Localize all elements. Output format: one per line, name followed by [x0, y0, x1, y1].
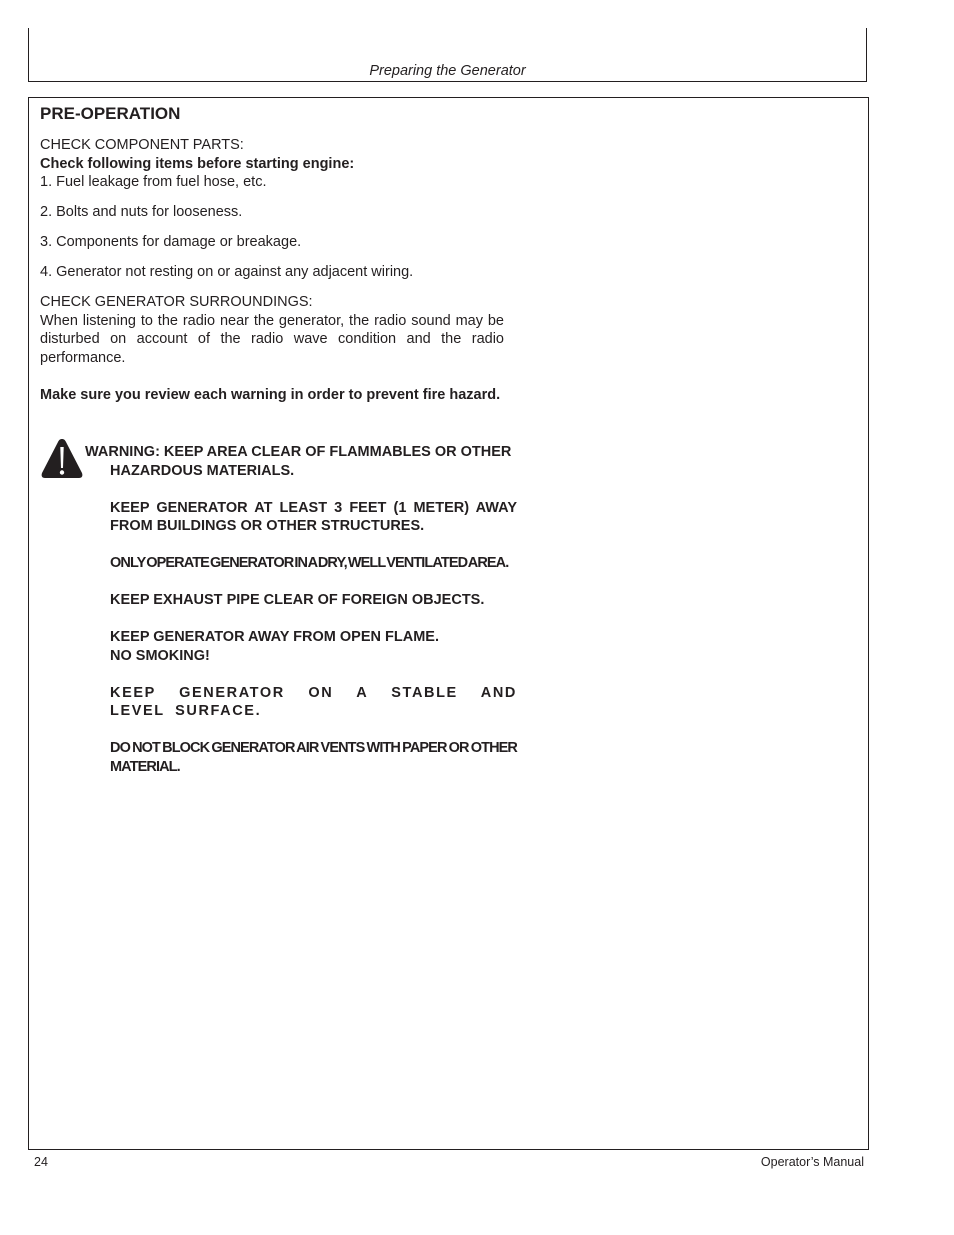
check-components-heading: CHECK COMPONENT PARTS:	[40, 137, 244, 153]
warning-line-2: KEEP GENERATOR AT LEAST 3 FEET (1 METER) AWAY FROM BUILDINGS OR OTHER STRUCTURES.	[110, 499, 517, 534]
warning-line-8: DO NOT BLOCK GENERATOR AIR VENTS WITH PAPER OR OTHER MATERIAL.	[110, 740, 517, 775]
page-number: 24	[34, 1155, 48, 1169]
pre-operation-text	[40, 136, 504, 404]
content-frame	[28, 97, 869, 1150]
header-frame	[28, 28, 867, 82]
check-item-4: 4. Generator not resting on or against any adjacent wiring.	[40, 264, 414, 280]
check-item-1: 1. Fuel leakage from fuel hose, etc.	[40, 174, 267, 190]
warning-triangle-icon	[40, 437, 84, 479]
check-item-3: 3. Components for damage or breakage.	[40, 234, 302, 250]
warning-line-4: KEEP EXHAUST PIPE CLEAR OF FOREIGN OBJECTS.	[110, 592, 485, 608]
surroundings-text: When listening to the radio near the generator, the radio sound may be disturbed on account of the radio wave condition and the radio performance.	[40, 312, 504, 366]
warning-line-3: ONLY OPERATE GENERATOR IN A DRY, WELL VENTILATED AREA.	[110, 555, 509, 571]
manual-name: Operator’s Manual	[760, 1155, 864, 1169]
surroundings-heading: CHECK GENERATOR SURROUNDINGS:	[40, 294, 313, 310]
running-head: Preparing the Generator	[369, 63, 526, 79]
check-item-2: 2. Bolts and nuts for looseness.	[40, 204, 243, 220]
warning-line-7: KEEP GENERATOR ON A STABLE AND LEVEL SURFACE.	[110, 684, 517, 719]
section-title: PRE-OPERATION	[40, 104, 181, 123]
warning-line-6: NO SMOKING!	[110, 647, 210, 664]
warning-line-1: WARNING: KEEP AREA CLEAR OF FLAMMABLES OR OTHER HAZARDOUS MATERIALS.	[85, 444, 512, 479]
warning-text	[85, 443, 517, 776]
warning-line-5: KEEP GENERATOR AWAY FROM OPEN FLAME.	[110, 629, 439, 645]
review-note: Make sure you review each warning in order to prevent fire hazard.	[40, 386, 501, 403]
check-items-intro: Check following items before starting engine:	[40, 155, 355, 172]
